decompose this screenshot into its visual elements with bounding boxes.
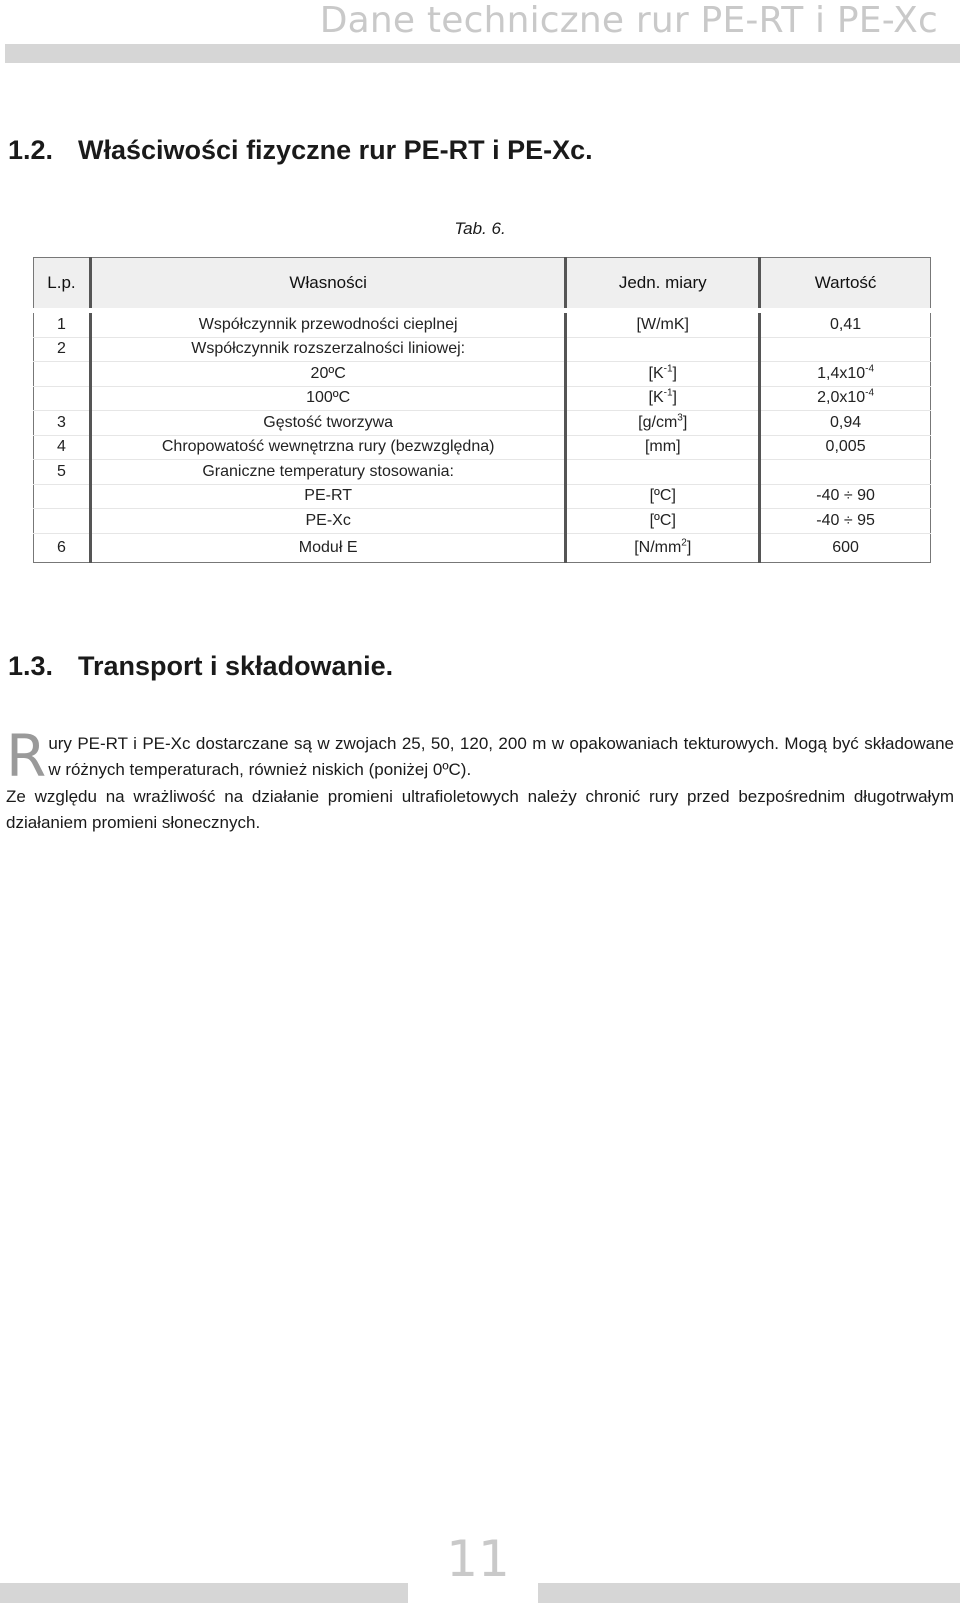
physical-properties-table [33, 257, 931, 563]
section-title: Transport i składowanie. [78, 651, 394, 681]
unit-exponent: 3 [677, 412, 683, 424]
table-row [34, 411, 931, 436]
table-row [34, 435, 931, 460]
cell-value [760, 460, 931, 485]
unit-base: [N/mm [634, 538, 682, 556]
cell-value [760, 337, 931, 362]
unit-tail: ] [672, 389, 677, 407]
unit-tail: ] [686, 538, 692, 556]
cell-property: PE-RT [90, 484, 565, 509]
cell-unit [566, 386, 760, 411]
unit-exponent: 2 [681, 537, 687, 549]
unit-exponent: -1 [663, 387, 673, 399]
value-exponent: -4 [865, 363, 875, 375]
table-row [34, 386, 931, 411]
unit-base: [g/cm [638, 413, 678, 431]
cell-unit [566, 533, 760, 562]
table-row [34, 460, 931, 485]
cell-value: -40 ÷ 90 [760, 484, 931, 509]
transport-paragraph-2: Ze względu na wrażliwość na działanie promieni ultrafioletowych należy chronić rury przed bezpośrednim długotrwałym działaniem promieni słonecznych. [6, 787, 954, 832]
cell-property: Graniczne temperatury stosowania: [90, 460, 565, 485]
cell-lp [34, 484, 91, 509]
unit-exponent: -1 [663, 363, 673, 375]
cell-property: Gęstość tworzywa [90, 411, 565, 436]
table-row [34, 311, 931, 338]
section-1-3-heading [8, 651, 393, 682]
cell-lp: 6 [34, 533, 91, 562]
cell-lp: 5 [34, 460, 91, 485]
unit-tail: ] [672, 364, 677, 382]
section-number: 1.2. [8, 135, 54, 165]
cell-value: -40 ÷ 95 [760, 509, 931, 534]
cell-property: Współczynnik rozszerzalności liniowej: [90, 337, 565, 362]
cell-lp: 4 [34, 435, 91, 460]
cell-value [760, 386, 931, 411]
page-number: 11 [446, 1530, 510, 1588]
table-row [34, 533, 931, 562]
cell-property: PE-Xc [90, 509, 565, 534]
unit-base: [K [648, 389, 664, 407]
header-property: Własności [90, 258, 565, 311]
table-row [34, 484, 931, 509]
page-header-title: Dane techniczne rur PE-RT i PE-Xc [319, 0, 938, 41]
unit-tail: ] [682, 413, 688, 431]
cell-lp [34, 362, 91, 387]
cell-value [760, 362, 931, 387]
table-caption: Tab. 6. [454, 219, 506, 238]
cell-property: 100ºC [90, 386, 565, 411]
footer-bar-left [0, 1583, 408, 1603]
cell-unit [566, 337, 760, 362]
unit-base: [K [648, 364, 664, 382]
cell-property: Chropowatość wewnętrzna rury (bezwzględna) [90, 435, 565, 460]
section-number: 1.3. [8, 651, 54, 681]
transport-paragraph-1 [6, 722, 954, 790]
cell-property: 20ºC [90, 362, 565, 387]
header-value: Wartość [760, 258, 931, 311]
value-base: 1,4x10 [817, 364, 866, 382]
drop-cap: R [6, 722, 47, 790]
cell-lp [34, 386, 91, 411]
cell-value: 0,005 [760, 435, 931, 460]
header-lp: L.p. [34, 258, 91, 311]
cell-lp: 2 [34, 337, 91, 362]
cell-value: 600 [760, 533, 931, 562]
cell-property: Współczynnik przewodności cieplnej [90, 311, 565, 338]
cell-value: 0,41 [760, 311, 931, 338]
cell-unit: [ºC] [566, 484, 760, 509]
table-row [34, 509, 931, 534]
section-1-2-heading [8, 135, 593, 166]
paragraph-text: ury PE-RT i PE-Xc dostarczane są w zwojach 25, 50, 120, 200 m w opakowaniach tekturowych. Mogą być składowane w różnych temperaturach, również niskich (poniżej 0ºC). [48, 734, 954, 779]
cell-unit: [ºC] [566, 509, 760, 534]
table-row [34, 362, 931, 387]
cell-value: 0,94 [760, 411, 931, 436]
header-unit: Jedn. miary [566, 258, 760, 311]
header-bar [5, 44, 960, 63]
cell-unit [566, 411, 760, 436]
cell-property: Moduł E [90, 533, 565, 562]
table-row [34, 337, 931, 362]
cell-unit: [mm] [566, 435, 760, 460]
section-title: Właściwości fizyczne rur PE-RT i PE-Xc. [78, 135, 593, 165]
cell-unit [566, 362, 760, 387]
cell-unit [566, 460, 760, 485]
cell-unit: [W/mK] [566, 311, 760, 338]
table-header-row [34, 258, 931, 311]
cell-lp: 3 [34, 411, 91, 436]
cell-lp: 1 [34, 311, 91, 338]
footer-bar-right [538, 1583, 960, 1603]
cell-lp [34, 509, 91, 534]
value-base: 2,0x10 [817, 389, 866, 407]
value-exponent: -4 [865, 387, 875, 399]
